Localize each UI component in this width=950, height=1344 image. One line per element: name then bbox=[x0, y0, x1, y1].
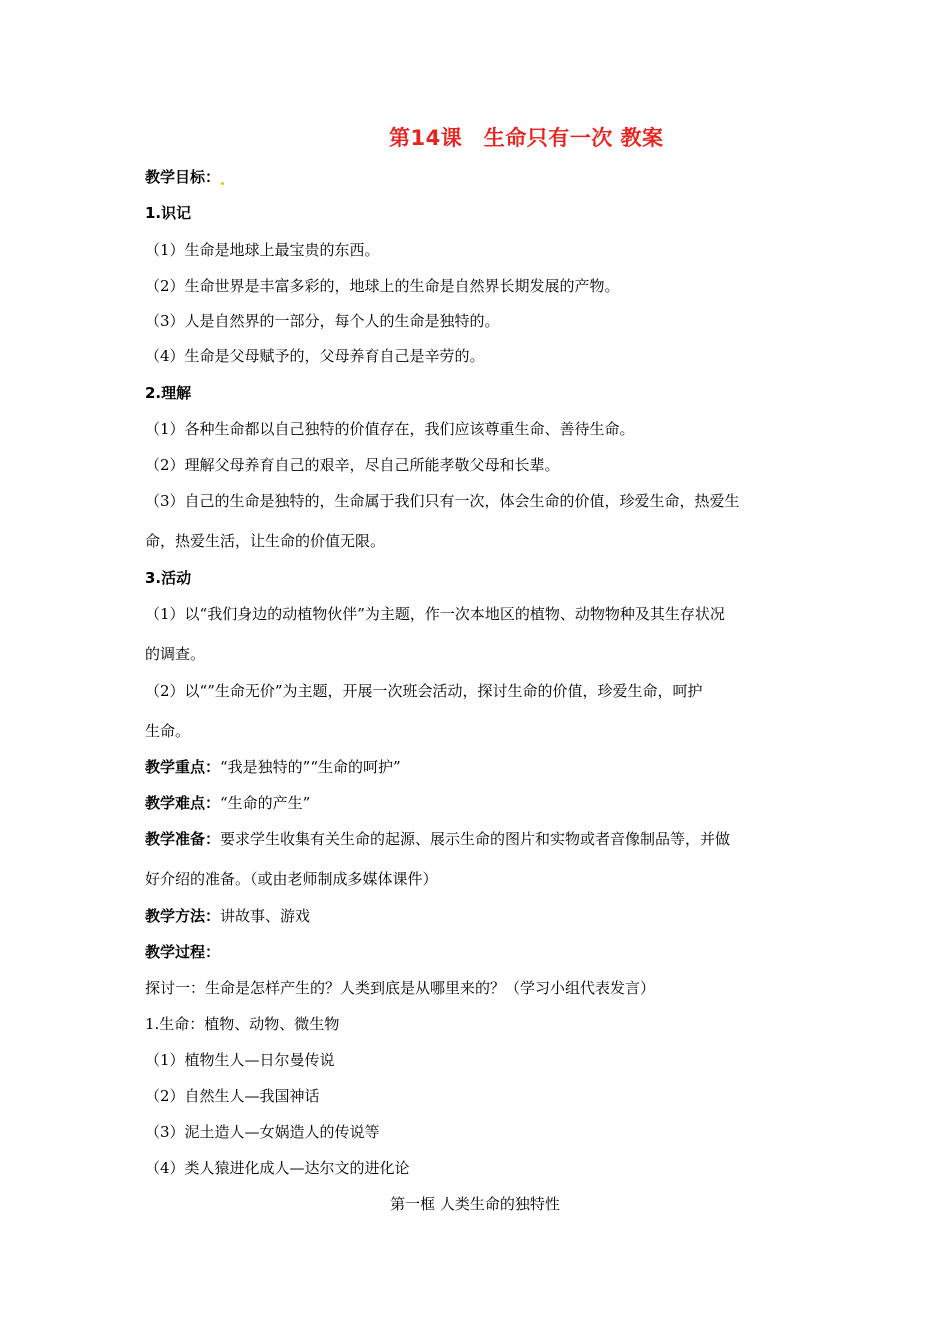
s3-item-2-cont: 生命。 bbox=[145, 722, 191, 740]
s2-item-2: （2）理解父母养育自己的艰辛，尽自己所能孝敬父母和长辈。 bbox=[145, 456, 560, 474]
s2-item-3: （3）自己的生命是独特的，生命属于我们只有一次，体会生命的价值，珍爱生命，热爱生 bbox=[145, 492, 740, 510]
s1-item-2: （2）生命世界是丰富多彩的，地球上的生命是自然界长期发展的产物。 bbox=[145, 277, 620, 295]
s1-item-3: （3）人是自然界的一部分，每个人的生命是独特的。 bbox=[145, 312, 500, 330]
difficult-points bbox=[145, 793, 310, 813]
method-text: 讲故事、游戏 bbox=[220, 907, 311, 925]
section-heading-3: 3.活动 bbox=[145, 569, 192, 587]
s3-item-1-cont: 的调查。 bbox=[145, 645, 206, 663]
s3-item-2: （2）以“”生命无价”为主题，开展一次班会活动，探讨生命的价值，珍爱生命，呵护 bbox=[145, 682, 703, 700]
process-heading: 教学过程： bbox=[145, 943, 221, 961]
section-heading-2: 2.理解 bbox=[145, 384, 192, 402]
key-points-label: 教学重点： bbox=[145, 758, 221, 776]
key-points-text: “我是独特的”“生命的呵护” bbox=[220, 758, 401, 776]
mark-dot-icon bbox=[221, 182, 224, 185]
preparation-cont: 好介绍的准备。（或由老师制成多媒体课件） bbox=[145, 870, 438, 888]
s3-item-1: （1）以“我们身边的动植物伙伴”为主题，作一次本地区的植物、动物物种及其生存状况 bbox=[145, 605, 725, 623]
objectives-heading: 教学目标： bbox=[145, 167, 225, 187]
life-categories: 1.生命：植物、动物、微生物 bbox=[145, 1015, 340, 1033]
page-title: 第14课 生命只有一次 教案 bbox=[389, 126, 664, 150]
frame-title: 第一框 人类生命的独特性 bbox=[390, 1195, 560, 1213]
s2-item-3-cont: 命，热爱生活，让生命的价值无限。 bbox=[145, 532, 386, 550]
origin-item-2: （2）自然生人—我国神话 bbox=[145, 1087, 320, 1105]
section-heading-1: 1.识记 bbox=[145, 204, 192, 222]
discussion-one: 探讨一：生命是怎样产生的？人类到底是从哪里来的？（学习小组代表发言） bbox=[145, 979, 656, 997]
preparation-label: 教学准备： bbox=[145, 830, 221, 848]
s1-item-1: （1）生命是地球上最宝贵的东西。 bbox=[145, 241, 380, 259]
preparation bbox=[145, 829, 730, 849]
origin-item-3: （3）泥土造人—女娲造人的传说等 bbox=[145, 1123, 380, 1141]
method-label: 教学方法： bbox=[145, 907, 221, 925]
s1-item-4: （4）生命是父母赋予的，父母养育自己是辛劳的。 bbox=[145, 347, 485, 365]
origin-item-4: （4）类人猿进化成人—达尔文的进化论 bbox=[145, 1159, 410, 1177]
difficult-points-text: “生命的产生” bbox=[220, 794, 311, 812]
difficult-points-label: 教学难点： bbox=[145, 794, 221, 812]
key-points bbox=[145, 757, 401, 777]
method bbox=[145, 906, 310, 926]
s2-item-1: （1）各种生命都以自己独特的价值存在，我们应该尊重生命、善待生命。 bbox=[145, 420, 635, 438]
preparation-text: 要求学生收集有关生命的起源、展示生命的图片和实物或者音像制品等，并做 bbox=[220, 830, 731, 848]
origin-item-1: （1）植物生人—日尔曼传说 bbox=[145, 1051, 335, 1069]
